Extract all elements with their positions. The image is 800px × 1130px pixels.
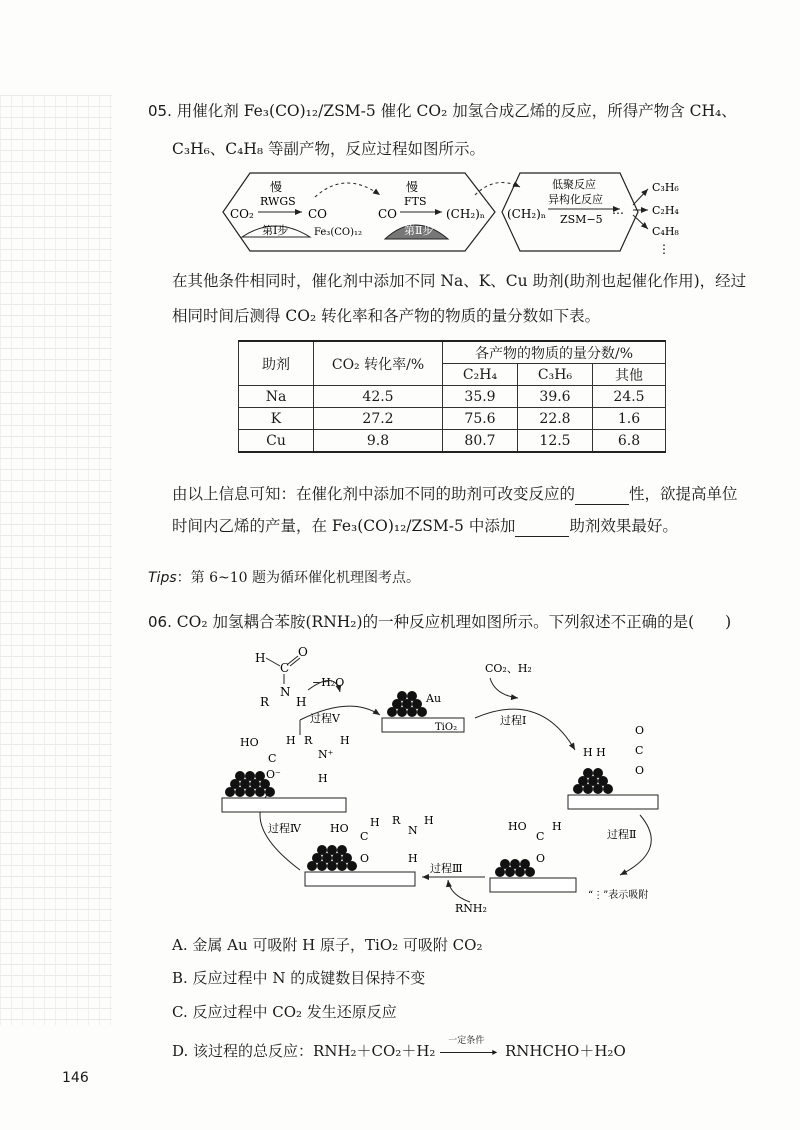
option-d[interactable] [172,1036,626,1061]
atom-label: R [304,734,313,747]
cell: 24.5 [593,386,666,408]
tips-note [148,567,420,587]
atom-label: H [370,816,380,829]
table-row [239,386,666,408]
zsm-label: ZSM−5 [560,213,603,226]
slow2-label: 慢 [406,180,419,194]
answer-blank-2[interactable] [515,516,569,537]
adsorption-legend: “⋮”表示吸附 [588,890,649,901]
ch2n-label-b: (CH₂)ₙ [507,207,547,221]
oligomerization-label: 低聚反应 [552,178,596,191]
process-2-label: 过程Ⅱ [607,828,637,841]
atom-label: C [635,744,644,757]
page-number: 146 [62,1070,89,1086]
header-c3h6: C₃H₆ [518,364,593,386]
cell: 75.6 [443,408,518,430]
atom-label: H [318,772,328,785]
atom-label: N [280,685,291,699]
q06-number: 06. [148,613,172,631]
rwgs-label: RWGS [260,195,296,208]
atom-label: N⁺ [318,748,334,761]
process-5-label: 过程Ⅴ [310,712,340,725]
atom-label: O [360,852,370,865]
atom-label: O⁻ [266,768,281,781]
margin-grid-decoration [0,95,112,1025]
option-c[interactable]: C. 反应过程中 CO₂ 发生还原反应 [172,1003,397,1021]
q05-conclusion-line1 [172,484,738,505]
co2-h2-label: CO₂、H₂ [485,662,532,675]
product-c3h6: C₃H₆ [652,181,679,194]
q05-line1 [148,101,737,121]
atom-label: C [280,661,290,675]
product-c2h4: C₂H₄ [652,204,679,217]
atom-label: H H [583,746,606,759]
table-row [239,408,666,430]
table-header-row [239,341,666,364]
q06-mechanism-diagram [200,640,720,925]
co2-label: CO₂ [230,207,254,221]
q05-line1-text: 用催化剂 Fe₃(CO)₁₂/ZSM-5 催化 CO₂ 加氢合成乙烯的反应，所得产物含 CH₄、 [176,102,737,120]
au-label: Au [426,692,442,705]
cell: 1.6 [593,408,666,430]
atom-label: O [536,852,546,865]
process-4-label: 过程Ⅳ [268,822,301,835]
header-conversion: CO₂ 转化率/% [314,341,443,386]
tips-label: Tips [148,570,177,586]
cell: 12.5 [518,430,593,453]
process-3-label: 过程Ⅲ [430,862,463,875]
q05-para1: 在其他条件相同时，催化剂中添加不同 Na、K、Cu 助剂(助剂也起催化作用)，经过 [172,272,747,290]
option-b[interactable]: B. 反应过程中 N 的成键数目保持不变 [172,969,426,987]
atom-label: H [552,820,562,833]
cell: Cu [239,430,314,453]
q05-conclusion-line2 [172,516,678,537]
header-c2h4: C₂H₄ [443,364,518,386]
q05-number: 05. [148,102,172,120]
co-label-b: CO [378,207,398,221]
atom-label: H [340,734,350,747]
option-a[interactable]: A. 金属 Au 可吸附 H 原子，TiO₂ 可吸附 CO₂ [172,936,483,954]
cell: 35.9 [443,386,518,408]
q05-para2: 相同时间后测得 CO₂ 转化率和各产物的物质的量分数如下表。 [172,307,601,325]
atom-label: R [260,695,270,709]
atom-label: C [360,830,369,843]
atom-label: O [298,645,308,659]
step2-label: 第Ⅱ步 [404,224,434,237]
conclusion-text: 由以上信息可知：在催化剂中添加不同的助剂可改变反应的 [172,485,576,503]
tio2-label: TiO₂ [435,722,458,733]
conclusion-text: 助剂效果最好。 [569,517,678,535]
atom-label: HO [240,736,259,749]
atom-label: O [635,764,645,777]
atom-label: H [424,814,434,827]
answer-blank-1[interactable] [575,484,629,505]
option-d-reactants: D. 该过程的总反应：RNH₂＋CO₂＋H₂ [172,1042,436,1060]
product-c4h8: C₄H₈ [652,225,679,238]
q05-line2: C₃H₆、C₄H₈ 等副产物，反应过程如图所示。 [172,140,486,158]
co-label-a: CO [308,207,328,221]
atom-label: HO [330,822,349,835]
atom-label: C [268,752,277,765]
reaction-condition: 一定条件 [448,1036,485,1046]
header-product-group: 各产物的物质的量分数/% [443,341,666,364]
step1-label: 第Ⅰ步 [262,224,289,237]
q05-data-table [238,340,666,453]
table-row [239,430,666,453]
conclusion-text: 性，欲提高单位 [629,485,738,503]
reaction-arrow: 一定条件 ▸ [440,1045,500,1059]
option-d-products: RNHCHO＋H₂O [505,1042,626,1060]
atom-label: C [536,830,545,843]
cell: 9.8 [314,430,443,453]
cell: 27.2 [314,408,443,430]
cell: 42.5 [314,386,443,408]
cell: Na [239,386,314,408]
header-other: 其他 [593,364,666,386]
fe-catalyst-label: Fe₃(CO)₁₂ [314,227,362,238]
cell: 80.7 [443,430,518,453]
atom-label: H [255,651,266,665]
q06-stem [148,612,731,632]
atom-label: H [296,695,307,709]
dots-ellipsis: ⋯ [612,206,624,220]
atom-label: O [635,724,645,737]
atom-label: HO [508,820,527,833]
isomerization-label: 异构化反应 [548,193,603,206]
cell: K [239,408,314,430]
ch2n-label-a: (CH₂)ₙ [446,207,486,221]
process-1-label: 过程Ⅰ [500,714,527,727]
q06-stem-text: CO₂ 加氢耦合苯胺(RNH₂)的一种反应机理如图所示。下列叙述不正确的是( ) [176,613,732,631]
header-agent: 助剂 [239,341,314,386]
slow1-label: 慢 [270,180,283,194]
atom-label: N [408,824,418,837]
atom-label: H [408,852,418,865]
tips-text: ：第 6~10 题为循环催化机理图考点。 [176,570,420,586]
cell: 39.6 [518,386,593,408]
product-more: ⋮ [658,242,670,256]
atom-label: H [286,734,296,747]
minus-h2o-label: −H₂O [312,676,345,689]
fts-label: FTS [404,195,427,208]
cell: 6.8 [593,430,666,453]
conclusion-text: 时间内乙烯的产量，在 Fe₃(CO)₁₂/ZSM-5 中添加 [172,517,516,535]
q05-reaction-diagram [220,165,690,260]
rnh2-label: RNH₂ [455,902,487,915]
atom-label: R [392,814,401,827]
cell: 22.8 [518,408,593,430]
